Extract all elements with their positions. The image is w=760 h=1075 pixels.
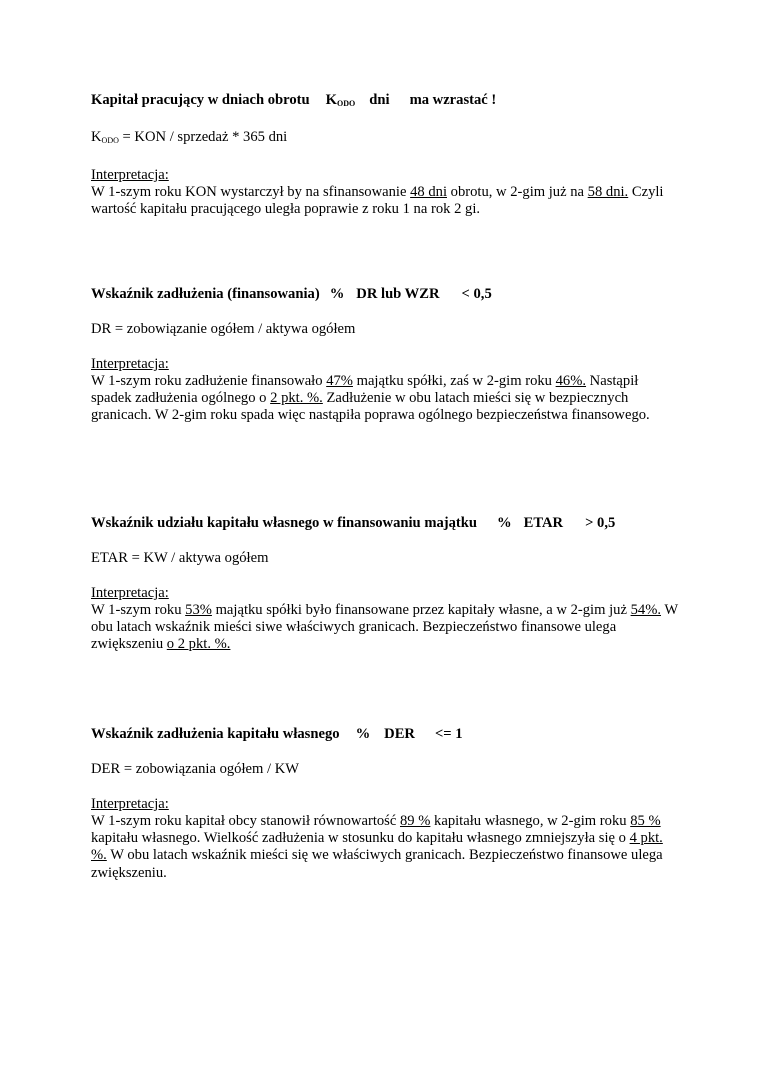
interpretation-label: Interpretacja: <box>91 167 169 183</box>
section-heading <box>91 286 681 303</box>
heading-unit: % <box>329 286 345 302</box>
section-dr <box>91 286 681 425</box>
interpretation-text <box>91 813 681 882</box>
text-run: Zadłużenie w obu latach mieści się w bezpiecznych granicach. W 2-gim roku spada więc nastąpiła poprawa ogólnego bezpieczeństwa finansowego. <box>91 390 650 424</box>
value-underlined: 85 % <box>630 813 661 829</box>
text-run: Nastąpił spadek zadłużenia ogólnego o <box>91 373 639 407</box>
text-run: W 1-szym roku <box>91 602 186 618</box>
value-underlined: 58 dni. <box>587 184 629 200</box>
text-run: kapitału własnego, w 2-gim roku <box>430 813 631 829</box>
heading-symbol: DR lub WZR <box>356 286 440 302</box>
heading-symbol: ETAR <box>523 515 564 531</box>
section-der <box>91 726 681 882</box>
heading-target: < 0,5 <box>461 286 492 302</box>
value-underlined: 46%. <box>555 373 587 389</box>
heading-symbol-subscript: ODO <box>337 99 356 108</box>
formula: DER = zobowiązania ogółem / KW <box>91 761 300 777</box>
heading-symbol: K <box>325 92 338 108</box>
value-underlined: 54%. <box>630 602 661 618</box>
value-underlined: 2 pkt. %. <box>270 390 323 407</box>
value-underlined: 53% <box>185 602 212 618</box>
heading-title: Wskaźnik zadłużenia (finansowania) <box>91 286 320 302</box>
heading-title: Wskaźnik zadłużenia kapitału własnego <box>91 726 340 742</box>
interpretation-label: Interpretacja: <box>91 585 169 601</box>
text-run: obrotu, w 2-gim już na <box>447 184 588 200</box>
text-run: majątku spółki było finansowane przez kapitały własne, a w 2-gim już <box>211 602 631 618</box>
heading-target: ma wzrastać ! <box>409 92 497 108</box>
interpretation-label: Interpretacja: <box>91 356 169 372</box>
heading-unit: dni <box>369 92 390 108</box>
heading-target: > 0,5 <box>585 515 616 531</box>
text-run: W 1-szym roku KON wystarczył by na sfinansowanie <box>91 184 411 200</box>
heading-title: Kapitał pracujący w dniach obrotu <box>91 92 310 108</box>
section-etar <box>91 515 681 654</box>
formula-text: = KON / sprzedaż * 365 dni <box>122 129 288 145</box>
value-underlined: 48 dni <box>410 184 447 200</box>
formula-symbol: K <box>91 129 102 145</box>
interpretation-text <box>91 373 681 425</box>
heading-unit: % <box>497 515 512 531</box>
heading-target: <= 1 <box>434 726 463 742</box>
interpretation-text <box>91 184 681 218</box>
text-run: kapitału własnego. Wielkość zadłużenia w stosunku do kapitału własnego zmniejszyła się o <box>91 830 630 847</box>
section-heading <box>91 92 681 112</box>
text-run: majątku spółki, zaś w 2-gim roku <box>352 373 556 389</box>
text-run: W obu latach wskaźnik mieści siwe właściwych granicach. Bezpieczeństwo finansowe ulega zwiększeniu <box>91 602 678 653</box>
interpretation-label: Interpretacja: <box>91 796 169 812</box>
formula: DR = zobowiązanie ogółem / aktywa ogółem <box>91 321 356 337</box>
heading-unit: % <box>355 726 371 742</box>
heading-title: Wskaźnik udziału kapitału własnego w finansowaniu majątku <box>91 515 478 531</box>
section-heading <box>91 726 681 743</box>
interpretation-text <box>91 602 681 654</box>
value-underlined: 47% <box>326 373 353 389</box>
value-underlined: 4 pkt. %. <box>91 830 663 864</box>
text-run: W 1-szym roku zadłużenie finansowało <box>91 373 327 389</box>
formula-symbol-subscript: ODO <box>101 136 119 145</box>
text-run: W 1-szym roku kapitał obcy stanowił równowartość <box>91 813 400 829</box>
heading-symbol: DER <box>384 726 415 742</box>
value-underlined: o 2 pkt. %. <box>166 636 231 653</box>
value-underlined: 89 % <box>399 813 431 829</box>
text-run: W obu latach wskaźnik mieści się we właściwych granicach. Bezpieczeństwo finansowe ulega zwiększeniu. <box>91 847 663 881</box>
section-heading <box>91 515 681 532</box>
text-run: Czyli wartość kapitału pracującego uległa poprawie z roku 1 na rok 2 gi. <box>91 184 664 218</box>
formula: ETAR = KW / aktywa ogółem <box>91 550 269 566</box>
formula <box>91 129 681 149</box>
section-kodo <box>91 92 681 218</box>
